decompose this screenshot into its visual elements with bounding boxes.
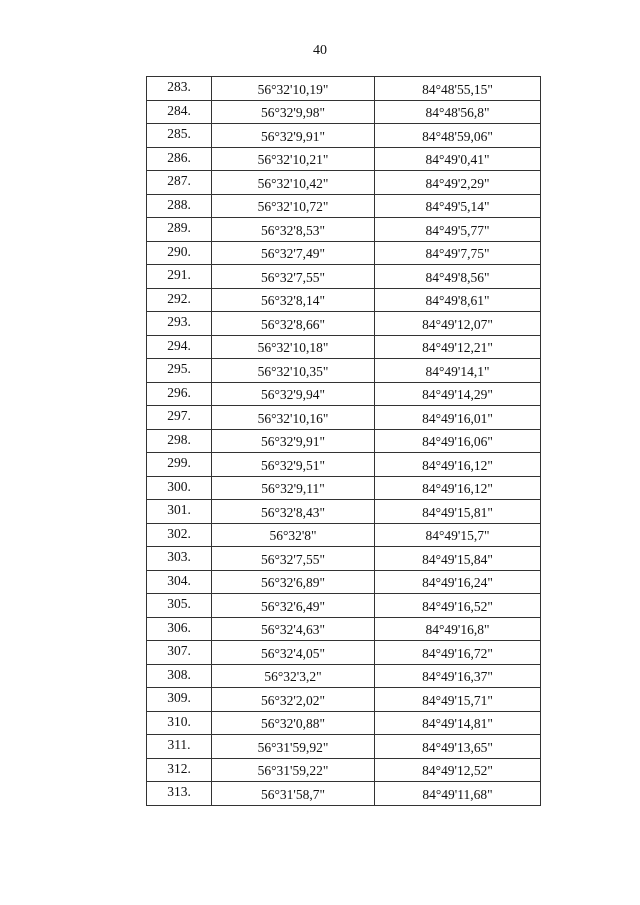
latitude-cell: 56°32'8,43" — [212, 500, 375, 524]
table-row — [147, 594, 541, 618]
point-number-cell: 306. — [147, 617, 212, 641]
latitude-cell: 56°32'8,53" — [212, 218, 375, 242]
point-number-cell: 294. — [147, 335, 212, 359]
latitude-cell: 56°32'6,89" — [212, 570, 375, 594]
table-row — [147, 218, 541, 242]
longitude-cell: 84°49'15,81" — [375, 500, 541, 524]
table-row — [147, 547, 541, 571]
longitude-cell: 84°49'8,56" — [375, 265, 541, 289]
point-number-cell: 311. — [147, 735, 212, 759]
point-number-cell: 288. — [147, 194, 212, 218]
point-number-cell: 308. — [147, 664, 212, 688]
longitude-cell: 84°49'5,14" — [375, 194, 541, 218]
longitude-cell: 84°49'2,29" — [375, 171, 541, 195]
latitude-cell: 56°32'10,19" — [212, 77, 375, 101]
longitude-cell: 84°49'12,07" — [375, 312, 541, 336]
latitude-cell: 56°32'8,66" — [212, 312, 375, 336]
longitude-cell: 84°49'12,52" — [375, 758, 541, 782]
point-number-cell: 302. — [147, 523, 212, 547]
latitude-cell: 56°31'59,92" — [212, 735, 375, 759]
longitude-cell: 84°49'16,12" — [375, 476, 541, 500]
latitude-cell: 56°32'3,2" — [212, 664, 375, 688]
coordinates-table-body — [147, 77, 541, 806]
longitude-cell: 84°49'5,77" — [375, 218, 541, 242]
longitude-cell: 84°49'13,65" — [375, 735, 541, 759]
point-number-cell: 284. — [147, 100, 212, 124]
latitude-cell: 56°32'7,49" — [212, 241, 375, 265]
table-row — [147, 735, 541, 759]
table-row — [147, 124, 541, 148]
table-row — [147, 335, 541, 359]
longitude-cell: 84°48'56,8" — [375, 100, 541, 124]
point-number-cell: 286. — [147, 147, 212, 171]
longitude-cell: 84°49'16,72" — [375, 641, 541, 665]
point-number-cell: 303. — [147, 547, 212, 571]
table-row — [147, 476, 541, 500]
point-number-cell: 304. — [147, 570, 212, 594]
latitude-cell: 56°32'10,35" — [212, 359, 375, 383]
table-row — [147, 617, 541, 641]
table-row — [147, 758, 541, 782]
longitude-cell: 84°49'12,21" — [375, 335, 541, 359]
table-row — [147, 382, 541, 406]
point-number-cell: 296. — [147, 382, 212, 406]
longitude-cell: 84°49'16,37" — [375, 664, 541, 688]
longitude-cell: 84°48'55,15" — [375, 77, 541, 101]
point-number-cell: 293. — [147, 312, 212, 336]
point-number-cell: 287. — [147, 171, 212, 195]
point-number-cell: 299. — [147, 453, 212, 477]
longitude-cell: 84°49'0,41" — [375, 147, 541, 171]
table-row — [147, 241, 541, 265]
longitude-cell: 84°49'8,61" — [375, 288, 541, 312]
point-number-cell: 305. — [147, 594, 212, 618]
table-row — [147, 570, 541, 594]
point-number-cell: 297. — [147, 406, 212, 430]
latitude-cell: 56°32'6,49" — [212, 594, 375, 618]
point-number-cell: 295. — [147, 359, 212, 383]
latitude-cell: 56°32'10,16" — [212, 406, 375, 430]
latitude-cell: 56°32'10,21" — [212, 147, 375, 171]
longitude-cell: 84°49'14,29" — [375, 382, 541, 406]
table-row — [147, 711, 541, 735]
table-row — [147, 406, 541, 430]
latitude-cell: 56°32'8" — [212, 523, 375, 547]
point-number-cell: 289. — [147, 218, 212, 242]
longitude-cell: 84°49'16,24" — [375, 570, 541, 594]
longitude-cell: 84°49'15,7" — [375, 523, 541, 547]
latitude-cell: 56°32'10,72" — [212, 194, 375, 218]
latitude-cell: 56°32'10,18" — [212, 335, 375, 359]
latitude-cell: 56°32'9,11" — [212, 476, 375, 500]
point-number-cell: 312. — [147, 758, 212, 782]
table-row — [147, 429, 541, 453]
point-number-cell: 290. — [147, 241, 212, 265]
table-row — [147, 688, 541, 712]
latitude-cell: 56°32'0,88" — [212, 711, 375, 735]
table-row — [147, 664, 541, 688]
longitude-cell: 84°48'59,06" — [375, 124, 541, 148]
latitude-cell: 56°31'58,7" — [212, 782, 375, 806]
table-row — [147, 453, 541, 477]
longitude-cell: 84°49'15,84" — [375, 547, 541, 571]
point-number-cell: 285. — [147, 124, 212, 148]
point-number-cell: 307. — [147, 641, 212, 665]
latitude-cell: 56°32'9,91" — [212, 429, 375, 453]
table-row — [147, 77, 541, 101]
point-number-cell: 300. — [147, 476, 212, 500]
point-number-cell: 309. — [147, 688, 212, 712]
latitude-cell: 56°32'9,51" — [212, 453, 375, 477]
latitude-cell: 56°32'9,98" — [212, 100, 375, 124]
longitude-cell: 84°49'16,01" — [375, 406, 541, 430]
point-number-cell: 283. — [147, 77, 212, 101]
longitude-cell: 84°49'7,75" — [375, 241, 541, 265]
longitude-cell: 84°49'16,8" — [375, 617, 541, 641]
longitude-cell: 84°49'14,1" — [375, 359, 541, 383]
latitude-cell: 56°32'9,94" — [212, 382, 375, 406]
point-number-cell: 310. — [147, 711, 212, 735]
latitude-cell: 56°31'59,22" — [212, 758, 375, 782]
table-row — [147, 500, 541, 524]
coordinates-table — [146, 76, 541, 806]
point-number-cell: 298. — [147, 429, 212, 453]
latitude-cell: 56°32'9,91" — [212, 124, 375, 148]
longitude-cell: 84°49'16,06" — [375, 429, 541, 453]
table-row — [147, 194, 541, 218]
table-row — [147, 523, 541, 547]
table-row — [147, 147, 541, 171]
latitude-cell: 56°32'7,55" — [212, 547, 375, 571]
longitude-cell: 84°49'14,81" — [375, 711, 541, 735]
longitude-cell: 84°49'11,68" — [375, 782, 541, 806]
point-number-cell: 301. — [147, 500, 212, 524]
longitude-cell: 84°49'16,12" — [375, 453, 541, 477]
table-row — [147, 641, 541, 665]
table-row — [147, 265, 541, 289]
table-row — [147, 171, 541, 195]
point-number-cell: 291. — [147, 265, 212, 289]
latitude-cell: 56°32'4,63" — [212, 617, 375, 641]
longitude-cell: 84°49'15,71" — [375, 688, 541, 712]
latitude-cell: 56°32'7,55" — [212, 265, 375, 289]
latitude-cell: 56°32'8,14" — [212, 288, 375, 312]
table-row — [147, 312, 541, 336]
latitude-cell: 56°32'2,02" — [212, 688, 375, 712]
table-row — [147, 359, 541, 383]
table-row — [147, 288, 541, 312]
latitude-cell: 56°32'4,05" — [212, 641, 375, 665]
table-row — [147, 782, 541, 806]
longitude-cell: 84°49'16,52" — [375, 594, 541, 618]
page-number: 40 — [313, 43, 327, 58]
point-number-cell: 313. — [147, 782, 212, 806]
point-number-cell: 292. — [147, 288, 212, 312]
latitude-cell: 56°32'10,42" — [212, 171, 375, 195]
table-row — [147, 100, 541, 124]
